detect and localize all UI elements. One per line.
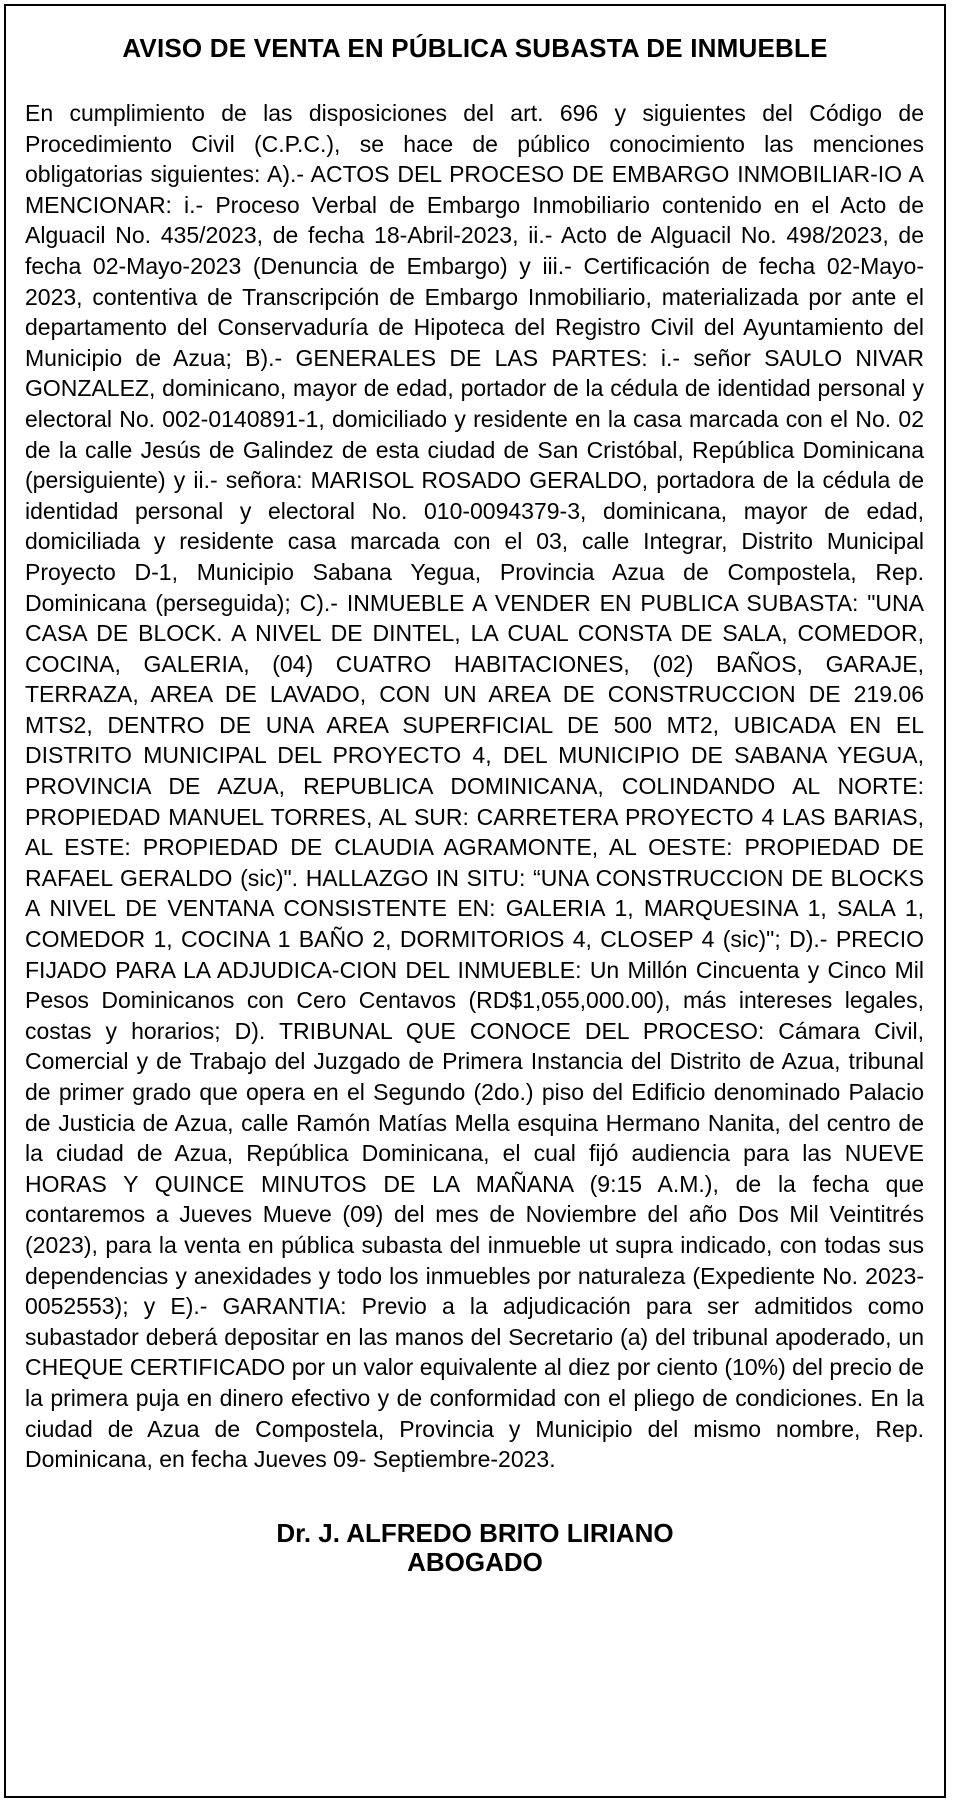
notice-body: En cumplimiento de las disposiciones del art. 696 y siguientes del Código de Procedimiento Civil (C.P.C.), se hace de público conocimiento las menciones obligatorias siguientes: A).- ACTOS DEL PROCESO DE EMBARGO INMOBILIAR-IO A MENCIONAR: i.- Proceso Verbal de Embargo Inmobiliario contenido en el Acto de Alguacil No. 435/2023, de fecha 18-Abril-2023, ii.- Acto de Alguacil No. 498/2023, de fecha 02-Mayo-2023 (Denuncia de Embargo) y iii.- Certificación de fecha 02-Mayo-2023, contentiva de Transcripción de Embargo Inmobiliario, materializada por ante el departamento del Conservaduría de Hipoteca del Registro Civil del Ayuntamiento del Municipio de Azua; B).- GENERALES DE LAS PARTES: i.- señor SAULO NIVAR GONZALEZ, dominicano, mayor de edad, portador de la cédula de identidad personal y electoral No. 002-0140891-1, domiciliado y residente en la casa marcada con el No. 02 de la calle Jesús de Galindez de esta ciudad de San Cristóbal, República Dominicana (persiguiente) y ii.- señora: MARISOL ROSADO GERALDO, portadora de la cédula de identidad personal y electoral No. 010-0094379-3, dominicana, mayor de edad, domiciliada y residente casa marcada con el 03, calle Integrar, Distrito Municipal Proyecto D-1, Municipio Sabana Yegua, Provincia Azua de Compostela, Rep. Dominicana (perseguida); C).- INMUEBLE A VENDER EN PUBLICA SUBASTA: "UNA CASA DE BLOCK. A NIVEL DE DINTEL, LA CUAL CONSTA DE SALA, COMEDOR, COCINA, GALERIA, (04) CUATRO HABITACIONES, (02) BAÑOS, GARAJE, TERRAZA, AREA DE LAVADO, CON UN AREA DE CONSTRUCCION DE 219.06 MTS2, DENTRO DE UNA AREA SUPERFICIAL DE 500 MT2, UBICADA EN EL DISTRITO MUNICIPAL DEL PROYECTO 4, DEL MUNICIPIO DE SABANA YEGUA, PROVINCIA DE AZUA, REPUBLICA DOMINICANA, COLINDANDO AL NORTE: PROPIEDAD MANUEL TORRES, AL SUR: CARRETERA PROYECTO 4 LAS BARIAS, AL ESTE: PROPIEDAD DE CLAUDIA AGRAMONTE, AL OESTE: PROPIEDAD DE RAFAEL GERALDO (sic)". HALLAZGO IN SITU: “UNA CONSTRUCCION DE BLOCKS A NIVEL DE VENTANA CONSISTENTE EN: GALERIA 1, MARQUESINA 1, SALA 1, COMEDOR 1, COCINA 1 BAÑO 2, DORMITORIOS 4, CLOSEP 4 (sic)"; D).- PRECIO FIJADO PARA LA ADJUDICA-CION DEL INMUEBLE: Un Millón Cincuenta y Cinco Mil Pesos Dominicanos con Cero Centavos (RD$1,055,000.00), más intereses legales, costas y horarios; D). TRIBUNAL QUE CONOCE DEL PROCESO: Cámara Civil, Comercial y de Trabajo del Juzgado de Primera Instancia del Distrito de Azua, tribunal de primer grado que opera en el Segundo (2do.) piso del Edificio denominado Palacio de Justicia de Azua, calle Ramón Matías Mella esquina Hermano Nanita, del centro de la ciudad de Azua, República Dominicana, el cual fijó audiencia para las NUEVE HORAS Y QUINCE MINUTOS DE LA MAÑANA (9:15 A.M.), de la fecha que contaremos a Jueves Mueve (09) del mes de Noviembre del año Dos Mil Veintitrés (2023), para la venta en pública subasta del inmueble ut supra indicado, con todas sus dependencias y anexidades y todo los inmuebles por naturaleza (Expediente No. 2023- 0052553); y E).- GARANTIA: Previo a la adjudicación para ser admitidos como subastador deberá depositar en las manos del Secretario (a) del tribunal apoderado, un CHEQUE CERTIFICADO por un valor equivalente al diez por ciento (10%) del precio de la primera puja en dinero efectivo y de conformidad con el pliego de condiciones. En la ciudad de Azua de Compostela, Provincia y Municipio del mismo nombre, Rep. Dominicana, en fecha Jueves 09- Septiembre-2023. xyxy=(25,100,924,1473)
signature-block xyxy=(6,1519,944,1577)
signature-role: ABOGADO xyxy=(407,1546,543,1577)
signature-name: Dr. J. ALFREDO BRITO LIRIANO xyxy=(276,1517,674,1548)
legal-notice xyxy=(4,4,946,1798)
notice-title: AVISO DE VENTA EN PÚBLICA SUBASTA DE INMUEBLE xyxy=(122,33,828,63)
